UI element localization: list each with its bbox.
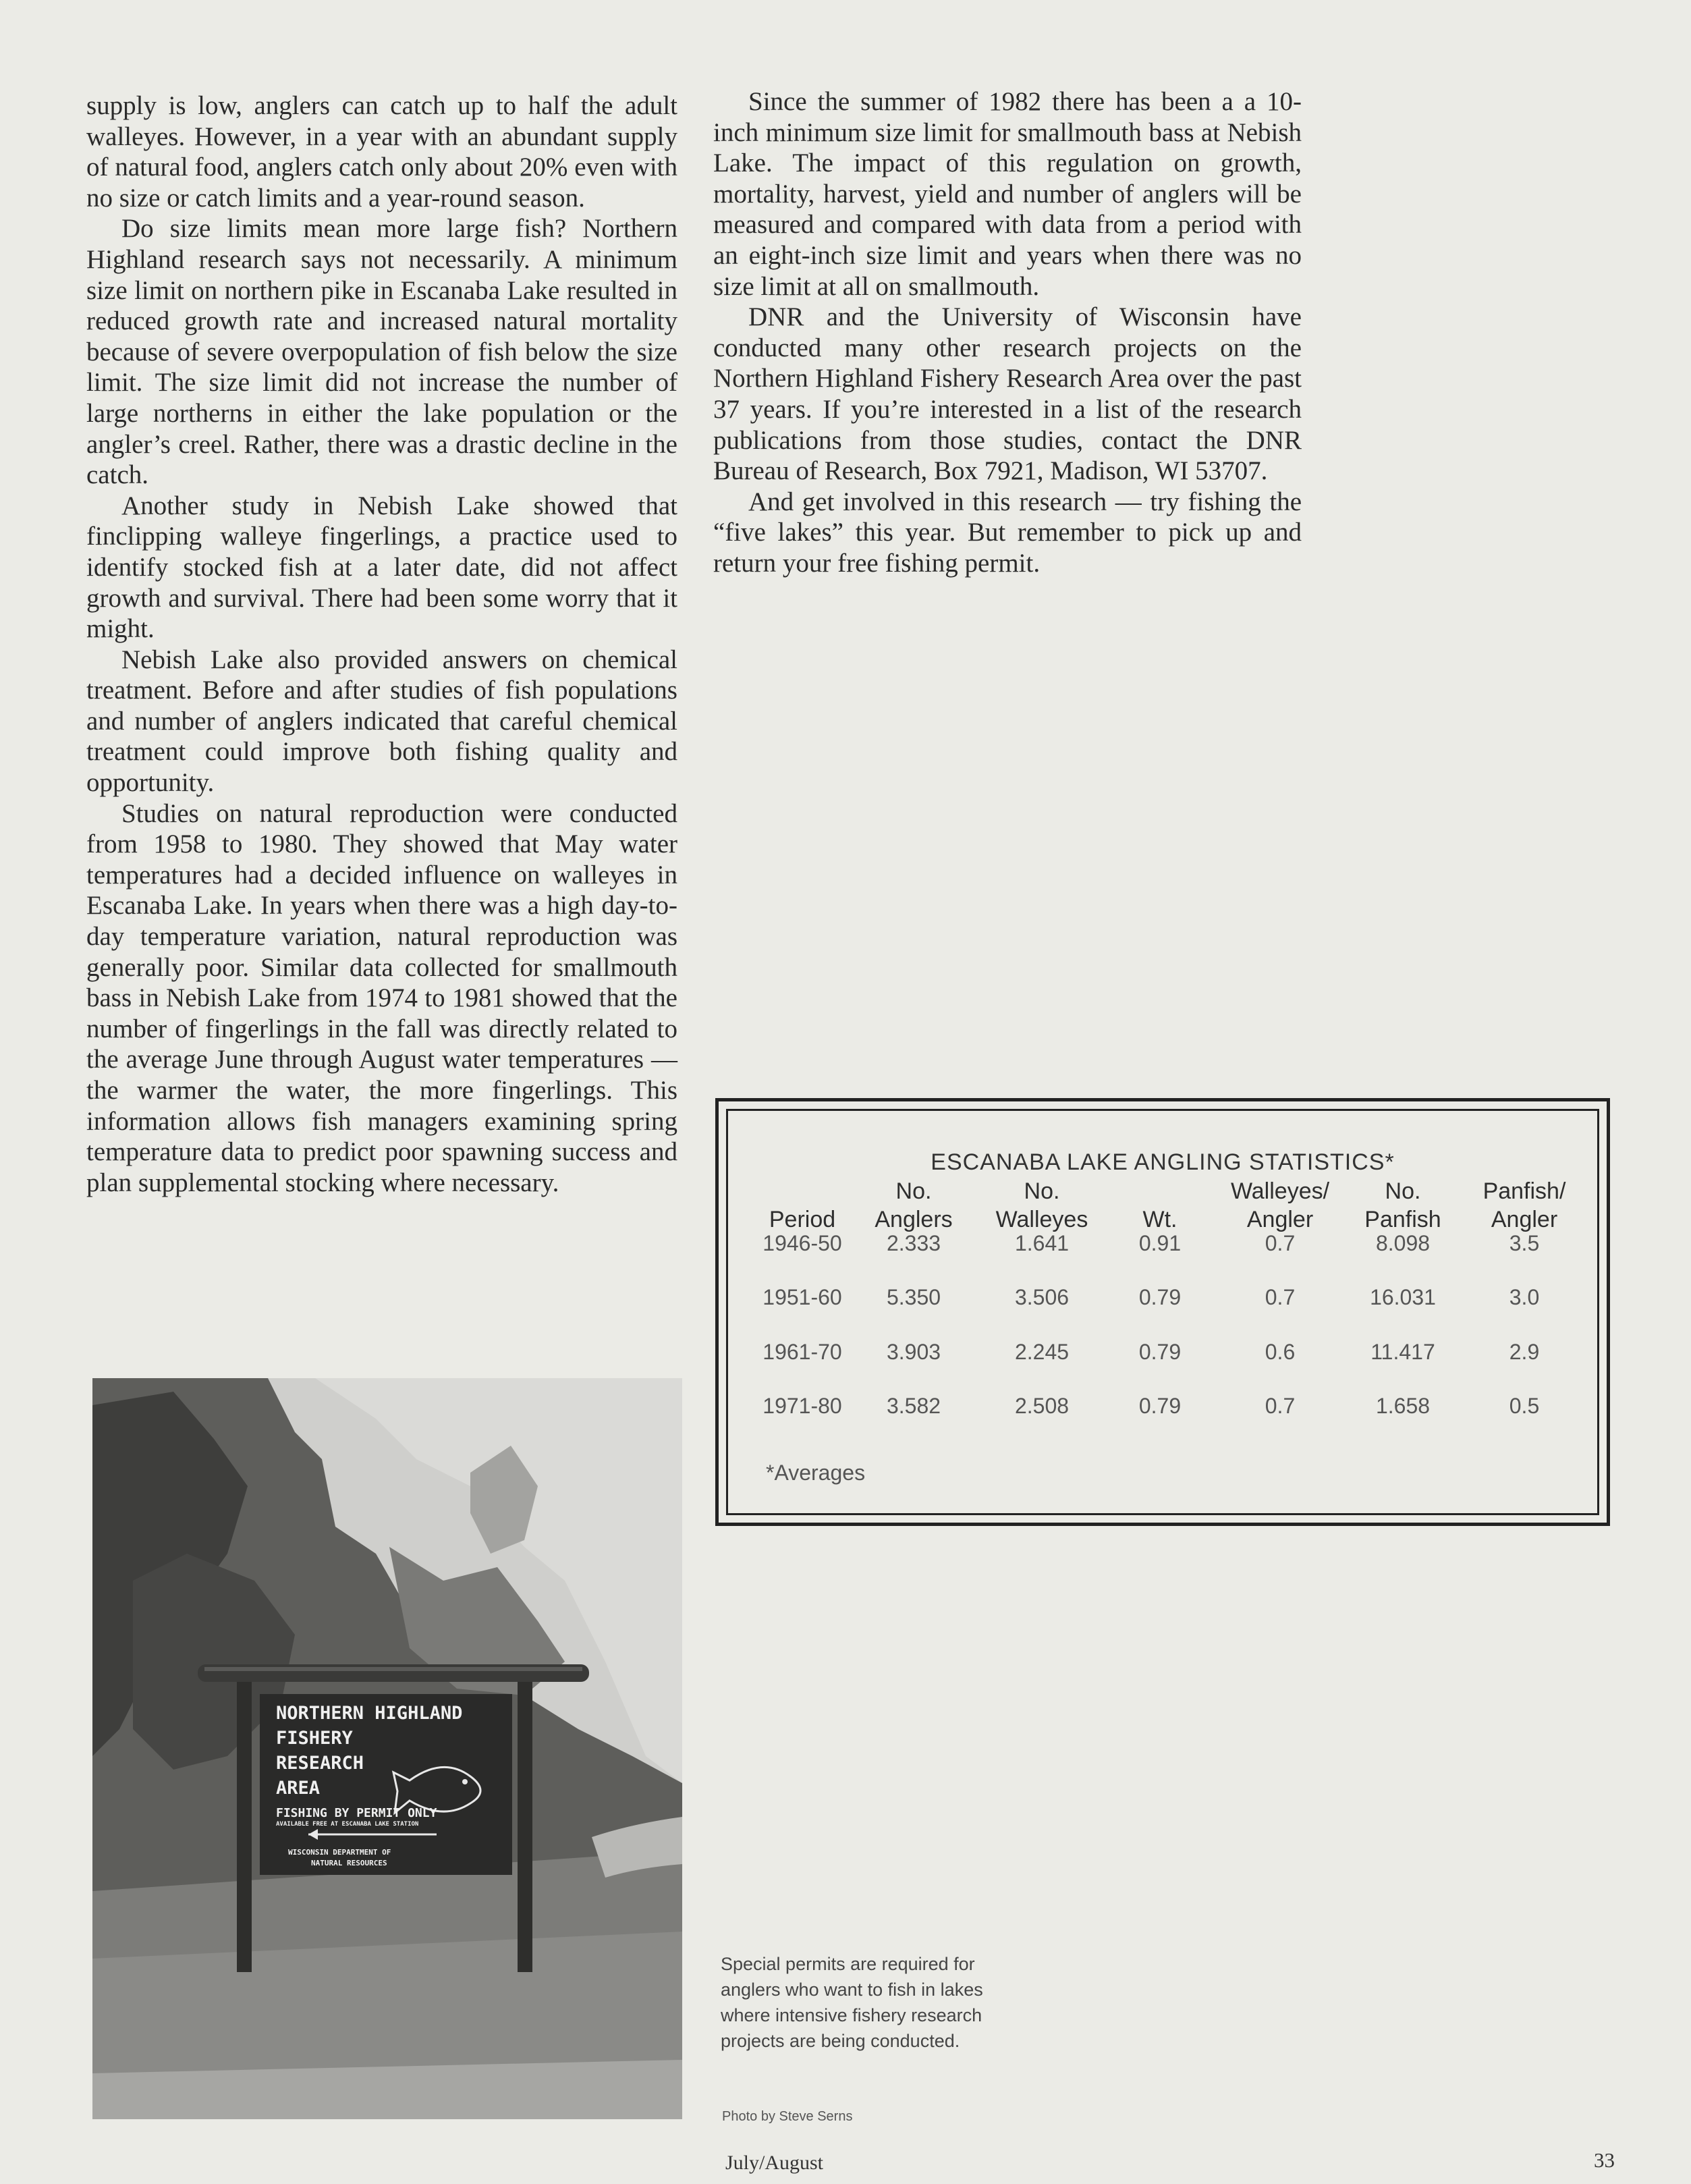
table-header-cell: Panfish [1364, 1207, 1441, 1232]
table-header-cell: No. [1024, 1178, 1060, 1204]
paragraph: Since the summer of 1982 there has been a a 10-inch minimum size limit for smallmouth bass at Nebish Lake. The impact of this regulation on growth, mortality, harvest, yield and number of anglers will be measured and compared with data from a period with an eight-inch size limit and years when there was no size limit at all on smallmouth. [713, 87, 1302, 301]
paragraph: Studies on natural reproduction were conducted from 1958 to 1980. They showed that May water temperatures had a decided influence on walleyes in Escanaba Lake. In years when there was a high day-to-day temperature variation, natural reproduction was generally poor. Similar data collected for smallmouth bass in Nebish Lake from 1974 to 1981 showed that the number of fingerlings in the fall was directly related to the average June through August water temperatures — the warmer the water, the more fingerlings. This information allows fish managers examining spring temperature data to predict poor spawning success and plan supplemental stocking where necessary. [86, 798, 677, 1197]
table-cell: 11.417 [1370, 1340, 1435, 1364]
table-cell: 8.098 [1375, 1231, 1431, 1255]
paragraph: DNR and the University of Wisconsin have conducted many other research projects on the Northern Highland Fishery Research Area over the past 37 years. If you’re interested in a list of the research publications from those studies, contact the DNR Bureau of Research, Box 7921, Madison, WI 53707. [713, 302, 1302, 486]
table-cell: 2.333 [886, 1231, 941, 1255]
sign-agency-line-2: NATURAL RESOURCES [311, 1859, 387, 1867]
table-cell: 3.0 [1509, 1285, 1540, 1309]
table-cell: 0.79 [1138, 1340, 1182, 1364]
table-cell: 16.031 [1370, 1285, 1436, 1309]
table-cell: 0.6 [1265, 1340, 1296, 1364]
page-number: 33 [1594, 2148, 1615, 2172]
table-header-cell: Walleyes/ [1230, 1178, 1330, 1204]
table-header-cell: Anglers [875, 1207, 953, 1232]
photo-caption: Special permits are required for anglers who want to fish in lakes where intensive fishery research projects are being conducted. [721, 1954, 983, 2051]
table-cell: 2.9 [1509, 1340, 1540, 1364]
sign-available-text: AVAILABLE FREE AT ESCANABA LAKE STATION [276, 1821, 419, 1828]
table-cell: 3.582 [886, 1394, 941, 1418]
table-header-cell: No. [895, 1178, 932, 1204]
table-cell: 0.7 [1265, 1231, 1296, 1255]
sign-agency-line-1: WISCONSIN DEPARTMENT OF [288, 1848, 391, 1857]
table-header-cell: Period [769, 1207, 836, 1232]
table-inner-frame [726, 1109, 1599, 1515]
table-cell: 0.5 [1509, 1394, 1540, 1418]
photo-credit: Photo by Steve Serns [722, 2109, 853, 2124]
table-cell: 3.5 [1509, 1231, 1540, 1255]
table-row-period: 1946-50 [763, 1231, 842, 1255]
table-cell: 0.91 [1138, 1231, 1182, 1255]
table-header-cell: Panfish/ [1482, 1178, 1566, 1204]
table-cell: 3.903 [886, 1340, 941, 1364]
sign-permit-text: FISHING BY PERMIT ONLY [276, 1806, 437, 1820]
paragraph: And get involved in this research — try fishing the “five lakes” this year. But remember to pick up and return your free fishing permit. [713, 487, 1302, 578]
table-header-cell: Wt. [1142, 1207, 1177, 1232]
table-cell: 3.506 [1014, 1285, 1070, 1309]
sign-line: NORTHERN HIGHLAND [276, 1703, 463, 1724]
table-row-period: 1951-60 [763, 1285, 842, 1309]
table-row-period: 1971-80 [763, 1394, 842, 1418]
table-cell: 1.658 [1375, 1394, 1431, 1418]
issue-footer: July/August [725, 2152, 824, 2174]
table-row-period: 1961-70 [763, 1340, 842, 1364]
table-title: ESCANABA LAKE ANGLING STATISTICS* [931, 1149, 1395, 1175]
paragraph: Nebish Lake also provided answers on chemical treatment. Before and after studies of fish populations and number of anglers indicated that careful chemical treatment could improve both fishing quality and opportunity. [86, 645, 677, 798]
table-cell: 0.79 [1138, 1285, 1182, 1309]
table-cell: 1.641 [1014, 1231, 1070, 1255]
table-cell: 2.508 [1014, 1394, 1070, 1418]
paragraph: Another study in Nebish Lake showed that finclipping walleye fingerlings, a practice used to identify stocked fish at a later date, did not affect growth and survival. There had been some worry that it might. [86, 491, 677, 644]
table-header-cell: Angler [1246, 1207, 1314, 1232]
sign-line: RESEARCH [276, 1753, 364, 1774]
table-footnote: *Averages [766, 1460, 866, 1485]
table-cell: 0.7 [1265, 1285, 1296, 1309]
angling-statistics-table [715, 1098, 1610, 1526]
table-cell: 5.350 [886, 1285, 941, 1309]
sign-line: AREA [276, 1778, 321, 1799]
right-article-column [713, 86, 1302, 579]
table-header-cell: Angler [1491, 1207, 1558, 1232]
table-header-cell: Walleyes [995, 1207, 1088, 1232]
paragraph: supply is low, anglers can catch up to half the adult walleyes. However, in a year with an abundant supply of natural food, anglers catch only about 20% even with no size or catch limits and a year-round season. [86, 91, 677, 213]
table-header-cell: No. [1385, 1178, 1421, 1204]
table-cell: 2.245 [1014, 1340, 1070, 1364]
research-area-sign-photo [92, 1378, 682, 2119]
sign-line: FISHERY [276, 1728, 353, 1749]
sign-title [276, 1701, 462, 1801]
table-cell: 0.79 [1138, 1394, 1182, 1418]
paragraph: Do size limits mean more large fish? Northern Highland research says not necessarily. A minimum size limit on northern pike in Escanaba Lake resulted in reduced growth rate and increased natural mortality because of severe overpopulation of fish below the size limit. The size limit did not increase the number of large northerns in either the lake population or the angler’s creel. Rather, there was a drastic decline in the catch. [86, 214, 677, 490]
left-article-column [86, 90, 677, 1198]
table-cell: 0.7 [1265, 1394, 1296, 1418]
